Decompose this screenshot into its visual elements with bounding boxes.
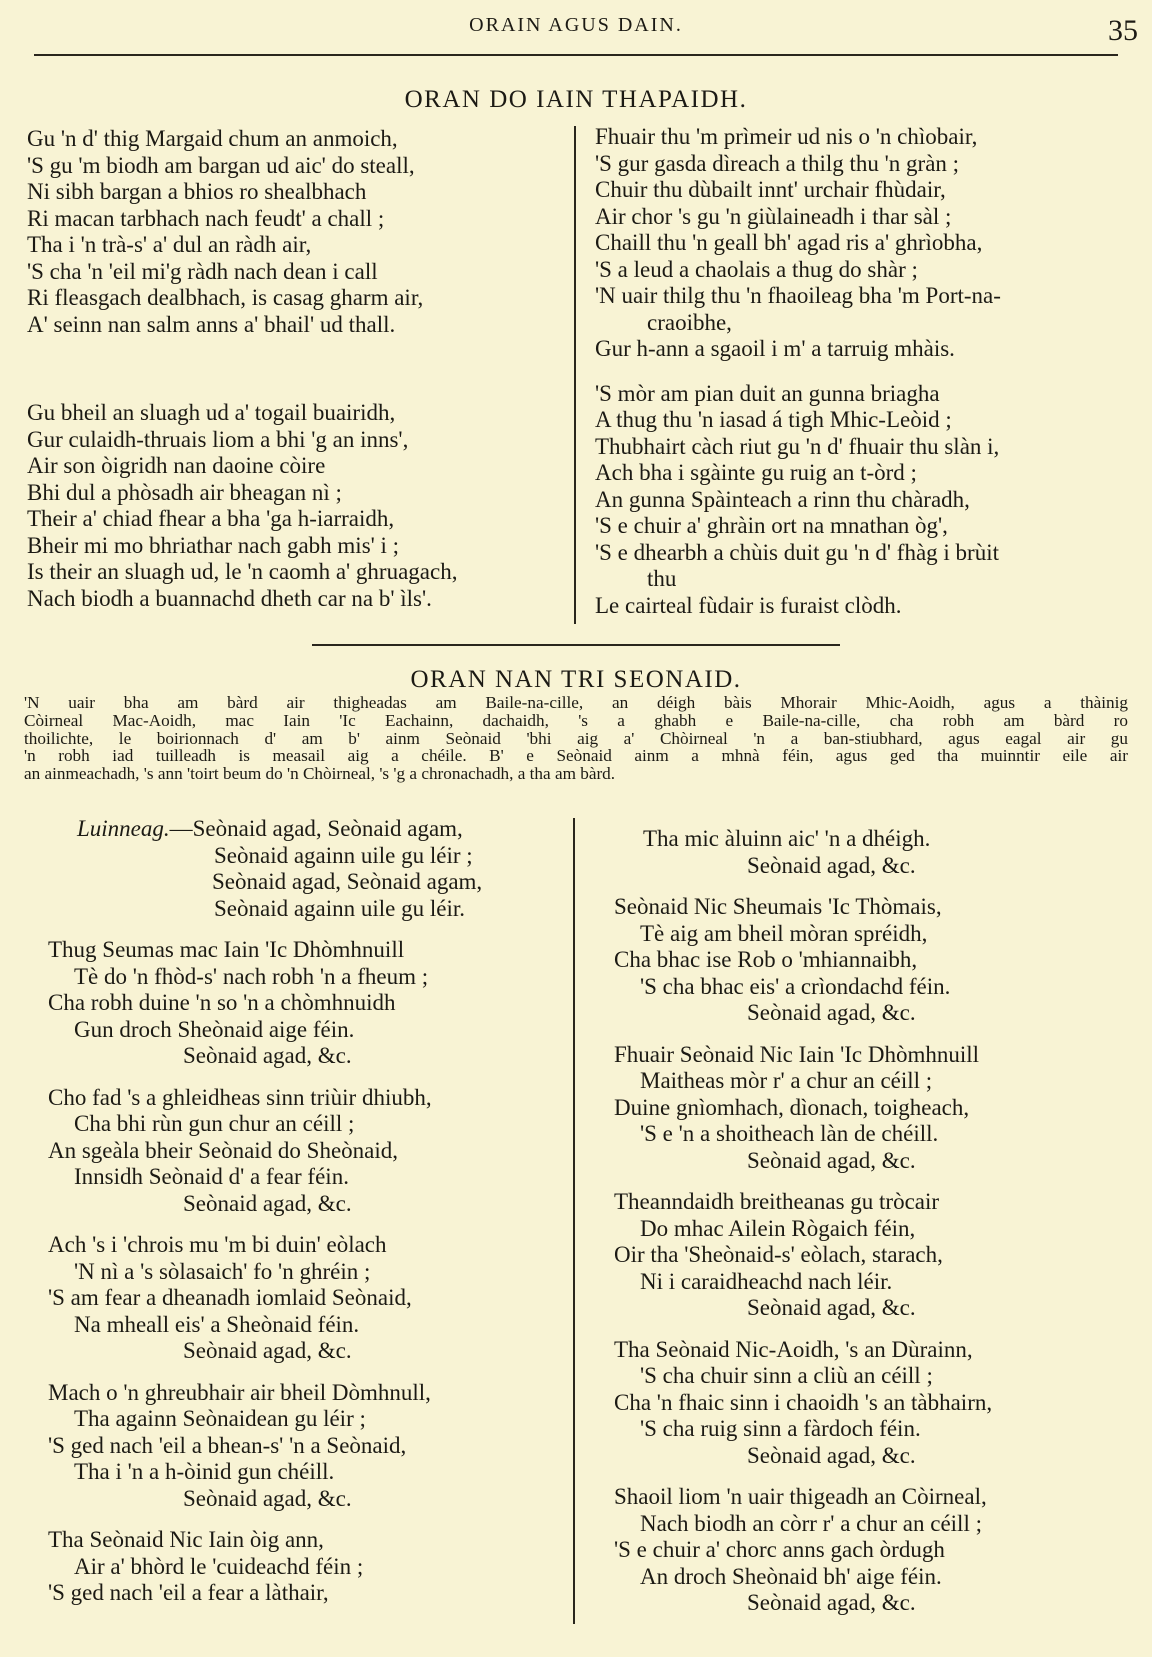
verse-line: A thug thu 'n iasad á tigh Mhic-Leòid ; <box>595 407 952 432</box>
verse-line: 'S e chuir a' chorc anns gach òrdugh <box>614 1537 945 1562</box>
song1-title: ORAN DO IAIN THAPAIDH. <box>404 86 748 113</box>
verse-line: Gun droch Sheònaid aige féin. <box>74 1016 355 1042</box>
verse-line: craoibhe, <box>647 309 732 335</box>
verse-line: Cho fad 's a ghleidheas sinn triùir dhiubh, <box>48 1084 432 1110</box>
verse-line: 'S am fear a dheanadh iomlaid Seònaid, <box>48 1285 412 1310</box>
refrain-line: Seònaid agad, &c. <box>747 1442 916 1468</box>
verse-line: Na mheall eis' a Sheònaid féin. <box>74 1311 360 1337</box>
verse-line: thu <box>647 566 677 591</box>
verse-line: Tha mic àluinn aic' 'n a dhéigh. <box>643 826 931 851</box>
stanza-gap <box>614 879 1134 894</box>
stanza-gap <box>614 1469 1134 1484</box>
stanza-gap <box>48 1365 568 1380</box>
verse-line: Nach biodh a buannachd dheth car na b' ìls'. <box>27 585 432 611</box>
song1-column-divider <box>574 126 576 624</box>
refrain-line: Seònaid agad, &c. <box>183 1043 352 1068</box>
verse-line: Tha Seònaid Nic-Aoidh, 's an Dùrainn, <box>614 1336 973 1362</box>
verse-line: Nach biodh an còrr r' a chur an céill ; <box>640 1510 982 1536</box>
chorus-line: Seònaid againn uile gu léir ; <box>214 842 473 868</box>
verse-line: Air son òigridh nan daoine còire <box>27 453 326 478</box>
stanza-gap <box>27 338 567 400</box>
song2-intro <box>24 694 1128 783</box>
song1-left-column <box>27 126 567 612</box>
verse-line: Tha i 'n a h-òinid gun chéill. <box>74 1459 335 1484</box>
verse-line: 'S mòr am pian duit an gunna briagha <box>595 380 940 406</box>
stanza-gap <box>614 1027 1134 1042</box>
verse-line: Seònaid Nic Sheumais 'Ic Thòmais, <box>614 894 942 919</box>
stanza-gap <box>48 1070 568 1085</box>
verse-line: Chuir thu dùbailt innt' urchair fhùdair, <box>595 177 946 202</box>
verse-line: Cha bhac ise Rob o 'mhiannaibh, <box>614 947 918 972</box>
verse-line: 'S gu 'm biodh am bargan ud aic' do steall, <box>27 152 415 178</box>
chorus-label: Luinneag. <box>77 816 170 841</box>
intro-line: an ainmeachadh, 's ann 'toirt beum do 'n Chòirneal, 's 'g a chronachadh, a tha am bàrd. <box>24 764 616 784</box>
verse-line: Air chor 's gu 'n giùlaineadh i thar sàl ; <box>595 203 952 229</box>
verse-line: Ach 's i 'chrois mu 'm bi duin' eòlach <box>48 1232 387 1257</box>
verse-line: Theanndaidh breitheanas gu tròcair <box>614 1189 940 1214</box>
verse-line: 'S gur gasda dìreach a thilg thu 'n gràn ; <box>595 150 960 176</box>
verse-line: Fhuair Seònaid Nic Iain 'Ic Dhòmhnuill <box>614 1041 980 1067</box>
verse-line: Is their an sluagh ud, le 'n caomh a' ghruagach, <box>27 559 458 584</box>
verse-line: Ri macan tarbhach nach feudt' a chall ; <box>27 205 385 231</box>
chorus-line: Seònaid agad, Seònaid agam, <box>212 869 483 894</box>
verse-line: 'S ged nach 'eil a bhean-s' 'n a Seònaid, <box>48 1432 407 1458</box>
verse-line: Tha Seònaid Nic Iain òig ann, <box>48 1527 324 1552</box>
song2-left-column <box>48 816 568 1607</box>
verse-line: Mach o 'n ghreubhair air bheil Dòmhnull, <box>48 1379 431 1405</box>
verse-line: Tha againn Seònaidean gu léir ; <box>74 1406 366 1431</box>
header-rule <box>34 54 1118 56</box>
verse-line: Duine gnìomhach, dìonach, toigheach, <box>614 1094 970 1120</box>
verse-line: Tha i 'n trà-s' a' dul an ràdh air, <box>27 232 312 257</box>
verse-line: 'S e dhearbh a chùis duit gu 'n d' fhàg i brùit <box>595 539 999 565</box>
verse-line: Ni i caraidheachd nach léir. <box>640 1268 893 1294</box>
song2-title: ORAN NAN TRI SEONAID. <box>410 666 742 693</box>
verse-line: 'S cha chuir sinn a cliù an céill ; <box>640 1363 933 1388</box>
verse-line: Do mhac Ailein Rògaich féin, <box>640 1215 916 1241</box>
verse-line: An sgeàla bheir Seònaid do Sheònaid, <box>48 1137 399 1163</box>
stanza-gap <box>48 1512 568 1527</box>
section-rule <box>312 644 840 646</box>
refrain-line: Seònaid agad, &c. <box>183 1338 352 1363</box>
song2-right-column <box>614 826 1134 1617</box>
verse-line: 'N nì a 's sòlasaich' fo 'n ghréin ; <box>74 1258 371 1284</box>
verse-line: 'S e 'n a shoitheach làn de chéill. <box>640 1121 939 1146</box>
chorus-line <box>48 816 568 843</box>
verse-line: Ri fleasgach dealbhach, is casag gharm air, <box>27 285 424 310</box>
verse-line: Gu 'n d' thig Margaid chum an anmoich, <box>27 126 398 151</box>
verse-line: Ni sibh bargan a bhios ro shealbhach <box>27 179 367 204</box>
verse-line: A' seinn nan salm anns a' bhail' ud thall. <box>27 311 396 337</box>
verse-line: Tè aig am bheil mòran spréidh, <box>640 920 928 946</box>
refrain-line: Seònaid agad, &c. <box>183 1190 352 1216</box>
intro-line: Còirneal Mac-Aoidh, mac Iain 'Ic Eachainn, dachaidh, 's a ghabh e Baile-na-cille, cha robh am bàrd ro <box>24 710 1128 730</box>
verse-line: Bhi dul a phòsadh air bheagan nì ; <box>27 479 342 505</box>
song1-right-column <box>595 124 1135 619</box>
refrain-line: Seònaid agad, &c. <box>747 1590 916 1615</box>
verse-line: Maitheas mòr r' a chur an céill ; <box>640 1068 933 1093</box>
stanza-gap <box>614 1322 1134 1337</box>
verse-line: Innsidh Seònaid d' a fear féin. <box>74 1164 349 1189</box>
verse-line: Shaoil liom 'n uair thigeadh an Còirneal, <box>614 1484 987 1509</box>
refrain-line: Seònaid agad, &c. <box>747 1147 916 1173</box>
refrain-line: Seònaid agad, &c. <box>747 1000 916 1025</box>
stanza-gap <box>614 1174 1134 1189</box>
verse-line: Cha robh duine 'n so 'n a chòmhnuidh <box>48 990 396 1015</box>
verse-line: Thubhairt càch riut gu 'n d' fhuair thu slàn i, <box>595 433 1000 459</box>
verse-line: 'S a leud a chaolais a thug do shàr ; <box>595 256 918 282</box>
intro-line: 'N uair bha am bàrd air thigheadas am Baile-na-cille, an déigh bàis Mhorair Mhic-Aoidh, agus a thàinig <box>24 693 1128 712</box>
verse-line: Gu bheil an sluagh ud a' togail buairidh, <box>27 400 396 425</box>
chorus-text: —Seònaid agad, Seònaid agam, <box>169 816 463 841</box>
verse-line: 'S ged nach 'eil a fear a làthair, <box>48 1580 329 1605</box>
verse-line: Fhuair thu 'm prìmeir ud nis o 'n chìobair, <box>595 124 978 149</box>
verse-line: An gunna Spàinteach a rinn thu chàradh, <box>595 486 970 512</box>
song2-column-divider <box>573 818 575 1624</box>
intro-line: 'n robh iad tuilleadh is measail aig a chéile. B' e Seònaid ainm a mhnà féin, agus ged tha muinntir eile air <box>24 746 1128 766</box>
verse-line: An droch Sheònaid bh' aige féin. <box>640 1563 942 1589</box>
running-title: ORAIN AGUS DAIN. <box>469 14 683 36</box>
chorus-line: Seònaid againn uile gu léir. <box>214 895 466 921</box>
verse-line: 'S cha ruig sinn a fàrdoch féin. <box>640 1416 921 1441</box>
stanza-gap <box>48 922 568 937</box>
verse-line: 'S cha 'n 'eil mi'g ràdh nach dean i call <box>27 258 378 284</box>
running-header <box>0 10 1152 47</box>
stanza-gap <box>48 1217 568 1232</box>
verse-line: Thug Seumas mac Iain 'Ic Dhòmhnuill <box>48 937 405 962</box>
verse-line: Le cairteal fùdair is furaist clòdh. <box>595 592 902 618</box>
verse-line: Cha bhi rùn gun chur an céill ; <box>74 1111 355 1136</box>
verse-line: 'S e chuir a' ghràin ort na mnathan òg', <box>595 513 948 538</box>
refrain-line: Seònaid agad, &c. <box>183 1485 352 1511</box>
refrain-line: Seònaid agad, &c. <box>747 1295 916 1320</box>
verse-line: Gur h-ann a sgaoil i m' a tarruig mhàis. <box>595 336 955 361</box>
verse-line: Bheir mi mo bhriathar nach gabh mis' i ; <box>27 532 400 558</box>
verse-line: Air a' bhòrd le 'cuideachd féin ; <box>74 1553 364 1579</box>
intro-line: thoilichte, le boirionnach d' am b' ainm Seònaid 'bhi aig a' Chòirneal 'n a ban-stiubhard, agus eagal air gu <box>24 728 1128 748</box>
verse-line: Tè do 'n fhòd-s' nach robh 'n a fheum ; <box>74 963 429 989</box>
verse-line: Chaill thu 'n geall bh' agad ris a' ghrìobha, <box>595 230 983 255</box>
verse-line: 'N uair thilg thu 'n fhaoileag bha 'm Port-na- <box>595 283 1001 308</box>
verse-line: Cha 'n fhaic sinn i chaoidh 's an tàbhairn, <box>614 1389 993 1415</box>
verse-line: Oir tha 'Sheònaid-s' eòlach, starach, <box>614 1242 943 1267</box>
verse-line: Gur culaidh-thruais liom a bhi 'g an inns', <box>27 426 409 452</box>
refrain-line: Seònaid agad, &c. <box>747 852 916 878</box>
verse-line: Their a' chiad fhear a bha 'ga h-iarraidh, <box>27 506 395 531</box>
stanza-gap <box>595 363 1135 381</box>
verse-line: Ach bha i sgàinte gu ruig an t-òrd ; <box>595 460 917 485</box>
page-number: 35 <box>1108 14 1138 47</box>
verse-line: 'S cha bhac eis' a crìondachd féin. <box>640 973 951 999</box>
